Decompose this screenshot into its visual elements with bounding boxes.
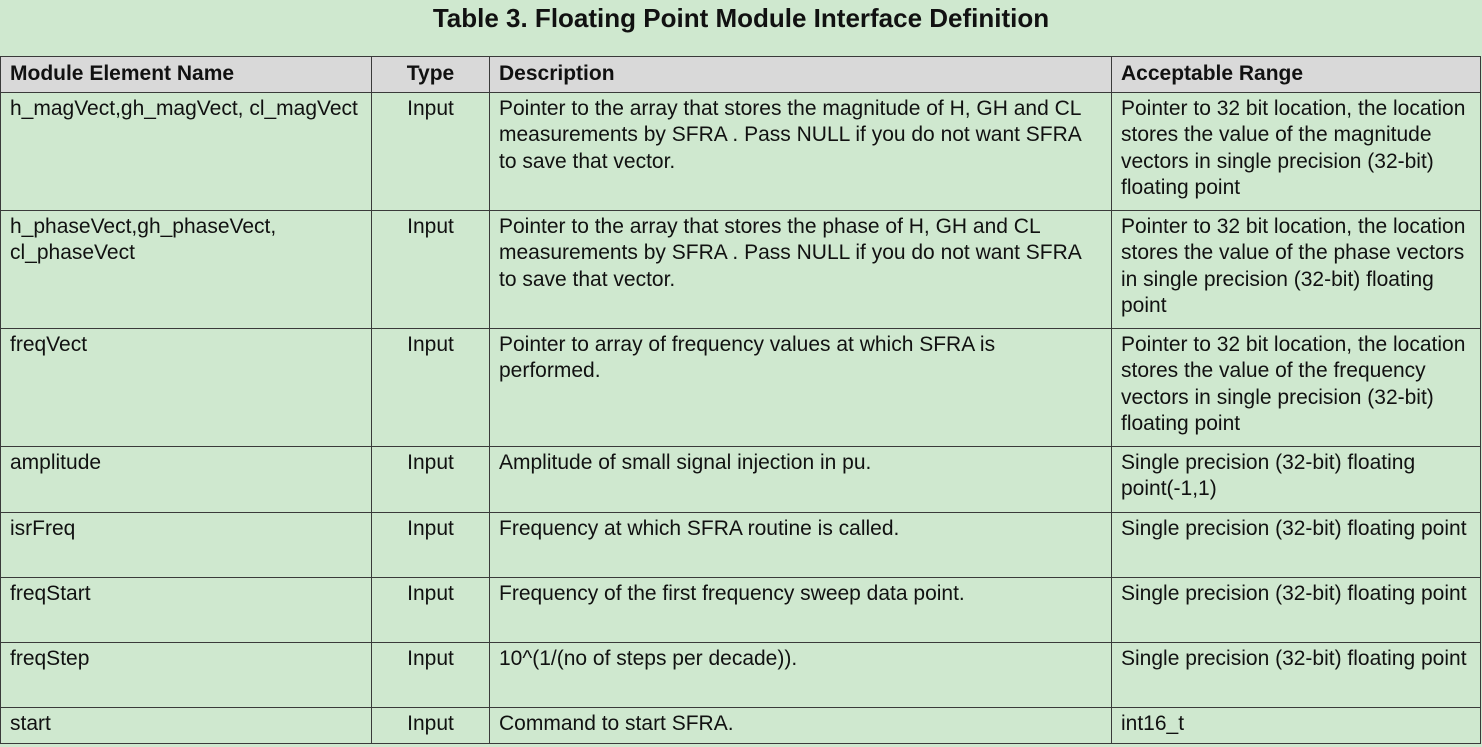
cell-description: Command to start SFRA. bbox=[490, 707, 1112, 743]
cell-name: freqStep bbox=[1, 642, 372, 707]
table-row bbox=[1, 577, 1481, 642]
cell-description: Amplitude of small signal injection in pu. bbox=[490, 446, 1112, 512]
table-row bbox=[1, 512, 1481, 577]
cell-name: h_magVect,gh_magVect, cl_magVect bbox=[1, 92, 372, 210]
cell-description: Pointer to the array that stores the magnitude of H, GH and CL measurements by SFRA . Pass NULL if you do not want SFRA to save that vector. bbox=[490, 92, 1112, 210]
cell-description: 10^(1/(no of steps per decade)). bbox=[490, 642, 1112, 707]
cell-type: Input bbox=[372, 92, 490, 210]
cell-range: Single precision (32-bit) floating point bbox=[1112, 512, 1481, 577]
cell-description: Frequency at which SFRA routine is called. bbox=[490, 512, 1112, 577]
cell-range: Single precision (32-bit) floating point(-1,1) bbox=[1112, 446, 1481, 512]
cell-name: h_phaseVect,gh_phaseVect, cl_phaseVect bbox=[1, 210, 372, 328]
cell-description: Frequency of the first frequency sweep data point. bbox=[490, 577, 1112, 642]
cell-range: Pointer to 32 bit location, the location stores the value of the magnitude vectors in single precision (32-bit) floating point bbox=[1112, 92, 1481, 210]
cell-name: amplitude bbox=[1, 446, 372, 512]
cell-name: start bbox=[1, 707, 372, 743]
cell-type: Input bbox=[372, 512, 490, 577]
cell-range: Pointer to 32 bit location, the location stores the value of the frequency vectors in single precision (32-bit) floating point bbox=[1112, 328, 1481, 446]
table-row bbox=[1, 328, 1481, 446]
cell-range: Single precision (32-bit) floating point bbox=[1112, 642, 1481, 707]
cell-type: Input bbox=[372, 707, 490, 743]
cell-description: Pointer to the array that stores the phase of H, GH and CL measurements by SFRA . Pass NULL if you do not want SFRA to save that vector. bbox=[490, 210, 1112, 328]
table-row bbox=[1, 92, 1481, 210]
table-title: Table 3. Floating Point Module Interface Definition bbox=[432, 3, 1050, 33]
header-type: Type bbox=[372, 57, 490, 93]
cell-name: freqVect bbox=[1, 328, 372, 446]
interface-definition-table bbox=[0, 56, 1481, 744]
table-row bbox=[1, 446, 1481, 512]
table-header-row bbox=[1, 57, 1481, 93]
cell-name: freqStart bbox=[1, 577, 372, 642]
table-row bbox=[1, 642, 1481, 707]
cell-range: int16_t bbox=[1112, 707, 1481, 743]
header-description: Description bbox=[490, 57, 1112, 93]
cell-range: Single precision (32-bit) floating point bbox=[1112, 577, 1481, 642]
cell-type: Input bbox=[372, 210, 490, 328]
cell-type: Input bbox=[372, 577, 490, 642]
header-module-element-name: Module Element Name bbox=[1, 57, 372, 93]
table-row bbox=[1, 210, 1481, 328]
header-acceptable-range: Acceptable Range bbox=[1112, 57, 1481, 93]
cell-type: Input bbox=[372, 328, 490, 446]
cell-name: isrFreq bbox=[1, 512, 372, 577]
cell-type: Input bbox=[372, 446, 490, 512]
cell-type: Input bbox=[372, 642, 490, 707]
cell-description: Pointer to array of frequency values at which SFRA is performed. bbox=[490, 328, 1112, 446]
table-row bbox=[1, 707, 1481, 743]
cell-range: Pointer to 32 bit location, the location stores the value of the phase vectors in single precision (32-bit) floating point bbox=[1112, 210, 1481, 328]
